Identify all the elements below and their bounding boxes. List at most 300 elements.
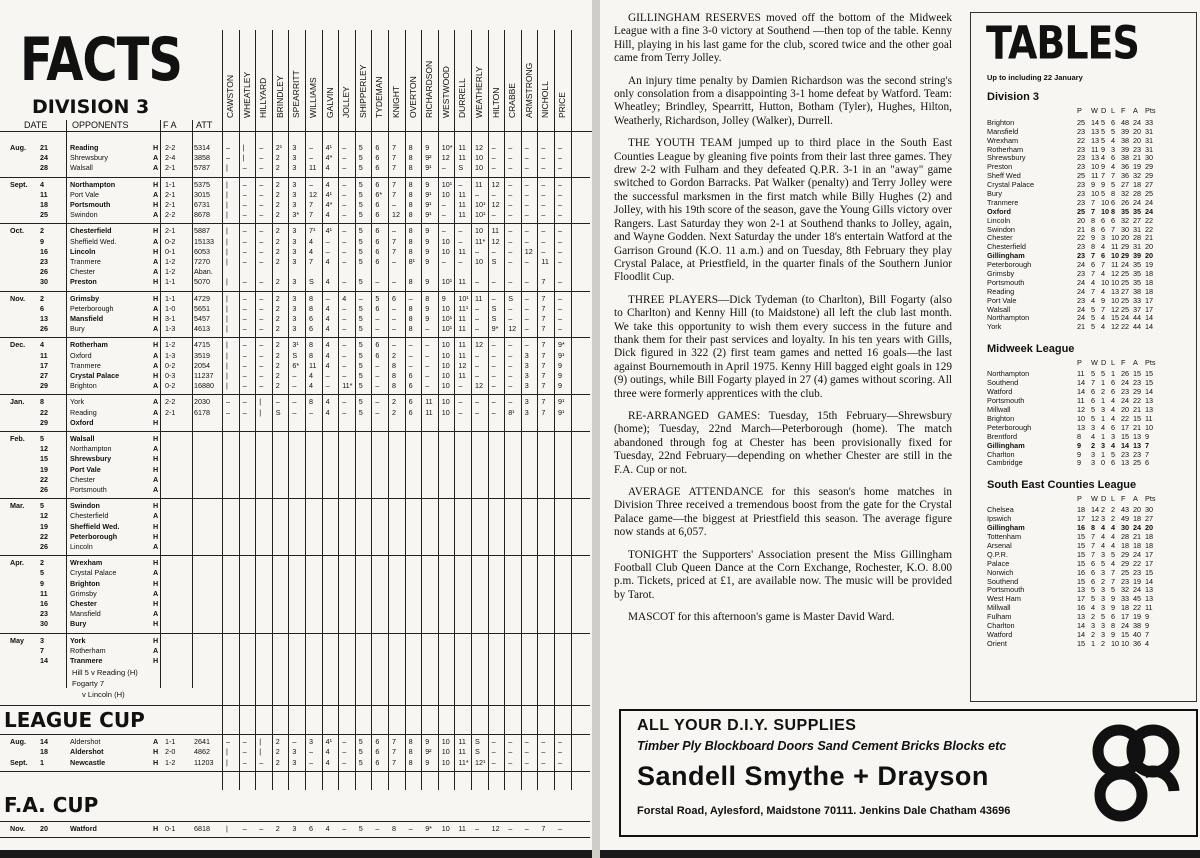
- fixture-row: [0, 542, 590, 552]
- team-stat: 11: [1091, 171, 1099, 181]
- fixture-date: 8: [40, 397, 44, 407]
- att-header: ATT: [196, 120, 213, 130]
- team-stat: 3: [1101, 567, 1106, 577]
- fixture-venue: H: [153, 434, 159, 443]
- team-stat: 43: [1121, 505, 1130, 515]
- player-cell: –: [408, 360, 413, 370]
- column-label: W: [1091, 357, 1098, 367]
- team-stat: 13: [1091, 153, 1100, 163]
- player-cell: –: [524, 257, 529, 266]
- player-cell: –: [541, 747, 546, 757]
- team-stat: 24: [1121, 313, 1130, 323]
- team-stat: 17: [1077, 594, 1086, 604]
- column-label: Pts: [1145, 106, 1156, 115]
- team-stat: 35: [1121, 206, 1130, 216]
- player-cell: –: [541, 236, 546, 246]
- team-stat: 7: [1111, 224, 1116, 234]
- player-cell: 3: [292, 293, 297, 303]
- player-cell: 7: [392, 189, 396, 199]
- fixture-date: 24: [40, 153, 48, 163]
- team-stat: 23: [1133, 144, 1142, 154]
- player-cell: |: [226, 257, 228, 266]
- player-cell: 4: [325, 340, 330, 350]
- team-stat: 22: [1145, 215, 1154, 225]
- player-cell: 6*: [375, 189, 383, 199]
- fixture-opponent: Oxford: [70, 350, 92, 360]
- player-cell: –: [491, 371, 496, 380]
- fixture-month: Dec.: [10, 340, 26, 350]
- fixture-row: [0, 314, 590, 324]
- player-cell: S: [491, 303, 497, 313]
- player-cell: 7¹: [309, 226, 316, 236]
- player-cell: S: [491, 314, 497, 323]
- player-cell: –: [524, 153, 529, 163]
- fixture-row: [0, 824, 590, 834]
- player-cell: –: [491, 246, 496, 256]
- team-stat: 20: [1133, 126, 1142, 136]
- player-cell: 5: [358, 823, 363, 833]
- team-stat: 1: [1101, 413, 1106, 423]
- player-cell: –: [259, 143, 264, 152]
- team-stat: 10: [1121, 638, 1130, 648]
- team-stat: 29: [1145, 162, 1154, 172]
- fixture-attendance: 6178: [194, 407, 210, 417]
- team-stat: 31: [1145, 144, 1154, 154]
- fixture-venue: H: [153, 501, 159, 511]
- team-stat: 13: [1091, 135, 1100, 145]
- fixture-score: 2-1: [165, 163, 176, 173]
- fixture-venue: H: [153, 747, 159, 757]
- team-stat: 10: [1111, 277, 1120, 287]
- player-cell: –: [259, 210, 264, 220]
- player-cell: 8: [408, 737, 413, 747]
- team-stat: 4: [1111, 440, 1116, 450]
- player-cell: 7: [392, 153, 396, 163]
- news-paragraph: THE YOUTH TEAM jumped up to third place in the South East Counties League by gleaning five points from their last three games. They drew 2-2 with Fulham and they defeated Q.P.R. 3-1 in an "away" game switched to Gordon Barracks. Pat Walker (penalty) and Terry Jolley were the successful marksmen in the first match while Billy Hughes (2) and Jolley, with his 19th score of the season, gave the Young Gills victory over Rangers. Last Saturday they won 2-1 at Southend thanks to Jolley, again, and Wayne Godden. Next Saturday the under 18's entertain Watford at the Garrison Ground (K.O. 11 a.m.) and on Tuesday, 8th February they play Crystal Palace, at Priestfield, in the quarter finals of the Southern Junior Floodlit Cup.: [614, 137, 952, 284]
- player-cell: –: [441, 163, 446, 173]
- fixture-row: [0, 532, 590, 542]
- fixture-venue: H: [153, 823, 159, 833]
- team-stat: 10: [1111, 251, 1120, 261]
- team-name: Peterborough: [987, 422, 1032, 432]
- fixture-venue: A: [153, 350, 159, 360]
- fixture-attendance: 4729: [194, 293, 210, 303]
- player-header: [322, 30, 338, 118]
- player-cell: –: [242, 823, 247, 833]
- fixture-date: 27: [40, 371, 48, 380]
- team-stat: 4: [1091, 431, 1096, 441]
- player-name: SPEARRITT: [291, 70, 302, 118]
- team-stat: 5: [1111, 126, 1116, 136]
- fixture-opponent: Tranmere: [70, 656, 103, 665]
- player-header: [388, 30, 404, 118]
- fixture-opponent: Walsall: [70, 434, 95, 443]
- fixture-score: 1-2: [165, 267, 176, 277]
- team-stat: 10: [1145, 422, 1154, 432]
- team-stat: 21: [1133, 405, 1142, 415]
- player-name: RICHARDSON: [424, 60, 435, 118]
- player-cell: 6: [375, 143, 380, 152]
- player-cell: 2: [275, 163, 280, 173]
- player-cell: 8: [408, 189, 413, 199]
- player-cell: |: [226, 163, 228, 173]
- fixture-row: [0, 397, 590, 407]
- player-cell: 10: [441, 236, 450, 246]
- player-cell: 6: [375, 153, 380, 163]
- player-cell: –: [342, 407, 347, 417]
- column-label: F: [1121, 493, 1126, 503]
- player-cell: –: [242, 324, 247, 334]
- fixture-score: 2-1: [165, 189, 176, 199]
- fixture-attendance: 3015: [194, 189, 210, 199]
- player-cell: –: [342, 303, 347, 313]
- player-name: ARMSTRONG: [523, 62, 534, 118]
- player-cell: 7: [392, 747, 396, 757]
- player-cell: 2: [275, 371, 280, 380]
- fixture-venue: A: [153, 236, 159, 246]
- player-cell: 7: [309, 200, 313, 209]
- fixture-date: 14: [40, 656, 48, 665]
- team-stat: 24: [1121, 620, 1130, 630]
- player-name: CRABBE: [507, 83, 518, 118]
- player-cell: –: [558, 153, 562, 163]
- player-cell: –: [558, 163, 562, 173]
- team-stat: 23: [1121, 576, 1130, 586]
- column-label: L: [1111, 106, 1116, 115]
- fixture-opponent: Reading: [70, 143, 99, 152]
- player-cell: 5: [358, 371, 363, 380]
- team-stat: 20: [1145, 523, 1154, 533]
- player-cell: –: [226, 407, 230, 417]
- player-cell: 5: [358, 360, 363, 370]
- team-stat: 6: [1145, 458, 1150, 468]
- team-stat: 21: [1145, 233, 1154, 243]
- player-cell: –: [226, 153, 230, 163]
- team-stat: 11: [1077, 369, 1085, 379]
- player-cell: 4: [309, 246, 313, 256]
- team-stat: 12: [1111, 322, 1120, 332]
- player-cell: 8: [309, 350, 313, 360]
- fixture-opponent: Port Vale: [70, 464, 101, 474]
- player-cell: 4: [325, 747, 330, 757]
- team-stat: 18: [1133, 514, 1142, 524]
- team-stat: 23: [1133, 567, 1142, 577]
- fixture-date: 2: [40, 293, 44, 303]
- player-cell: 4: [309, 371, 313, 380]
- team-stat: 15: [1077, 576, 1086, 586]
- player-cell: 6: [375, 737, 380, 747]
- fixture-date: 19: [40, 464, 48, 474]
- team-stat: 25: [1133, 458, 1142, 468]
- player-cell: –: [309, 757, 313, 767]
- player-cell: 9: [425, 226, 430, 236]
- advert-products: Timber Ply Blockboard Doors Sand Cement Bricks Blocks etc: [637, 739, 1007, 753]
- player-cell: 5: [358, 210, 363, 220]
- player-cell: 6: [375, 200, 380, 209]
- fixture-venue: H: [153, 200, 159, 209]
- team-stat: 27: [1121, 286, 1130, 296]
- fixture-score: 0-2: [165, 236, 176, 246]
- team-name: Q.P.R.: [987, 549, 1008, 559]
- fixture-score: 1-3: [165, 350, 176, 360]
- player-cell: –: [259, 226, 264, 236]
- player-cell: 9: [425, 757, 430, 767]
- player-cell: 5: [358, 381, 363, 391]
- team-stat: 15: [1145, 369, 1154, 379]
- fixture-date: 11: [40, 588, 48, 598]
- player-cell: 7: [392, 143, 396, 152]
- team-stat: 12: [1091, 514, 1100, 524]
- player-cell: –: [259, 371, 264, 380]
- team-stat: 9: [1091, 233, 1096, 243]
- fixture-opponent: Portsmouth: [70, 200, 111, 209]
- fixture-opponent: Aldershot: [70, 747, 104, 757]
- grid-line-horizontal: [0, 291, 590, 292]
- player-header: [239, 30, 255, 118]
- player-cell: 9¹: [558, 350, 565, 360]
- team-stat: 24: [1077, 260, 1086, 270]
- team-name: Watford: [987, 387, 1013, 397]
- fixture-date: 7: [40, 645, 44, 655]
- team-stat: 8: [1091, 224, 1096, 234]
- grid-line-horizontal: [0, 177, 590, 178]
- player-cell: –: [541, 210, 546, 220]
- player-name: OVERTON: [407, 76, 418, 118]
- fixture-opponent: York: [70, 635, 86, 645]
- fixture-row: [0, 511, 590, 521]
- player-cell: 2: [275, 757, 280, 767]
- team-stat: 22: [1133, 603, 1142, 613]
- fixture-opponent: Swindon: [70, 501, 100, 511]
- fixture-attendance: 3519: [194, 350, 210, 360]
- player-cell: |: [226, 293, 228, 303]
- team-name: Cambridge: [987, 458, 1023, 468]
- fixture-row: [0, 568, 590, 578]
- player-cell: –: [242, 277, 247, 287]
- player-cell: 7: [309, 257, 313, 266]
- team-stat: 10: [1091, 162, 1100, 172]
- player-cell: –: [342, 257, 347, 266]
- player-cell: |: [259, 397, 262, 407]
- player-cell: –: [558, 179, 562, 189]
- team-stat: 17: [1145, 558, 1154, 568]
- team-stat: 2: [1101, 638, 1106, 648]
- player-cell: –: [491, 340, 496, 350]
- team-stat: 30: [1121, 224, 1130, 234]
- fixture-opponent: Mansfield: [70, 314, 104, 323]
- player-cell: 4¹: [325, 226, 332, 236]
- team-stat: 30: [1145, 505, 1154, 515]
- fixture-date: 18: [40, 200, 48, 209]
- player-cell: –: [259, 200, 264, 209]
- fixture-opponent: Wrexham: [70, 558, 103, 568]
- fixture-date: 23: [40, 609, 48, 619]
- player-cell: –: [342, 757, 347, 767]
- player-cell: –: [375, 397, 380, 407]
- fixture-venue: A: [153, 210, 159, 220]
- fixture-date: 28: [40, 163, 48, 173]
- team-name: Lincoln: [987, 215, 1011, 225]
- player-name: DURRELL: [457, 78, 468, 118]
- fixture-attendance: 5457: [194, 314, 210, 323]
- player-cell: 5: [358, 246, 363, 256]
- player-cell: 3: [292, 324, 297, 334]
- fixture-opponent: Grimsby: [70, 293, 100, 303]
- fixture-date: 2: [40, 558, 44, 568]
- fixture-month: Oct.: [10, 226, 24, 236]
- player-cell: 9: [425, 143, 430, 152]
- player-cell: 11*: [342, 381, 353, 391]
- player-cell: –: [375, 314, 380, 323]
- player-cell: 10¹: [441, 324, 453, 334]
- player-cell: –: [226, 397, 230, 407]
- fixture-date: 22: [40, 474, 48, 484]
- team-stat: 6: [1091, 567, 1096, 577]
- fixture-venue: H: [153, 619, 159, 629]
- fixture-opponent: Oxford: [70, 417, 94, 427]
- player-name: WESTWOOD: [440, 66, 451, 118]
- player-cell: |: [226, 210, 228, 220]
- grid-line-horizontal: [0, 337, 590, 338]
- team-name: Peterborough: [987, 260, 1032, 270]
- fixture-opponent: Sheffield Wed.: [70, 236, 117, 246]
- team-stat: 8: [1077, 431, 1082, 441]
- grid-line-horizontal: [0, 821, 590, 822]
- player-cell: 4: [325, 163, 330, 173]
- player-cell: –: [491, 189, 496, 199]
- player-cell: 11: [458, 143, 466, 152]
- team-stat: 5: [1091, 369, 1096, 379]
- player-cell: 8: [408, 747, 413, 757]
- player-cell: 12: [475, 143, 483, 152]
- player-cell: –: [441, 200, 446, 209]
- team-stat: 17: [1145, 549, 1154, 559]
- player-cell: 11: [458, 340, 466, 350]
- player-cell: 10: [441, 371, 450, 380]
- player-cell: |: [259, 407, 262, 417]
- player-cell: 8: [408, 303, 413, 313]
- fixture-opponent: Chesterfield: [70, 226, 112, 236]
- team-stat: 15: [1145, 567, 1154, 577]
- player-cell: 2: [275, 210, 280, 220]
- player-cell: 7: [541, 397, 546, 407]
- column-label: A: [1133, 493, 1138, 503]
- team-name: Fulham: [987, 612, 1012, 622]
- team-name: Palace: [987, 558, 1010, 568]
- team-stat: 5: [1111, 180, 1116, 190]
- team-name: Chelsea: [987, 505, 1014, 515]
- player-cell: 6: [408, 371, 413, 380]
- team-stat: 5: [1101, 558, 1106, 568]
- player-cell: –: [558, 189, 562, 199]
- player-header: [554, 30, 570, 118]
- fixture-venue: H: [153, 293, 159, 303]
- team-stat: 4: [1091, 277, 1096, 287]
- team-stat: 22: [1121, 322, 1130, 332]
- player-cell: –: [458, 397, 463, 407]
- team-stat: 3: [1091, 449, 1096, 459]
- fixture-venue: A: [153, 189, 159, 199]
- player-cell: 5: [358, 314, 363, 323]
- fixture-opponent: Sheffield Wed.: [70, 521, 120, 531]
- player-cell: –: [358, 293, 363, 303]
- team-stat: 33: [1121, 594, 1130, 604]
- fixture-venue: H: [153, 558, 159, 568]
- player-cell: –: [375, 371, 380, 380]
- player-cell: –: [458, 381, 463, 391]
- player-cell: –: [242, 371, 247, 380]
- player-cell: –: [558, 200, 562, 209]
- team-name: Tranmere: [987, 197, 1019, 207]
- team-stat: 14: [1145, 387, 1154, 397]
- team-stat: 24: [1121, 260, 1130, 270]
- fixture-row: [0, 277, 590, 287]
- fixture-venue: H: [153, 340, 159, 350]
- player-cell: 10¹: [441, 277, 453, 287]
- player-cell: –: [508, 277, 513, 287]
- player-cell: 9: [558, 360, 562, 370]
- player-name: WILLIAMS: [308, 77, 318, 118]
- team-stat: 4: [1145, 638, 1150, 648]
- fixture-row: [0, 408, 590, 418]
- team-stat: 25: [1077, 117, 1086, 127]
- fixture-row: [0, 361, 590, 371]
- fixture-opponent: Bury: [70, 324, 85, 334]
- player-cell: |: [226, 823, 228, 833]
- team-stat: 6: [1091, 260, 1096, 270]
- player-cell: –: [508, 350, 513, 360]
- team-stat: 37: [1133, 304, 1142, 314]
- player-cell: 3: [309, 737, 313, 747]
- player-cell: 11: [458, 371, 466, 380]
- player-cell: –: [242, 303, 247, 313]
- fixture-attendance: 5651: [194, 303, 210, 313]
- player-cell: –: [342, 314, 347, 323]
- player-cell: –: [491, 350, 496, 360]
- player-cell: –: [458, 236, 463, 246]
- player-cell: 12: [475, 340, 483, 350]
- player-cell: 3: [292, 189, 297, 199]
- player-cell: 9*: [558, 340, 565, 350]
- team-stat: 7: [1091, 532, 1096, 542]
- player-header: [537, 30, 553, 118]
- division-title: DIVISION 3: [32, 96, 150, 118]
- team-stat: 17: [1121, 612, 1130, 622]
- player-cell: 10: [441, 397, 450, 407]
- fixture-row: [0, 589, 590, 599]
- player-cell: –: [242, 407, 247, 417]
- team-stat: 4: [1101, 322, 1106, 332]
- team-stat: 25: [1077, 206, 1086, 216]
- team-stat: 38: [1121, 153, 1130, 163]
- player-cell: 6: [309, 314, 313, 323]
- fixture-score: 2-2: [165, 143, 176, 152]
- player-cell: 3: [524, 397, 529, 407]
- fixture-date: 6: [40, 303, 44, 313]
- player-header: [471, 30, 487, 118]
- team-name: Brentford: [987, 431, 1018, 441]
- team-stat: 23: [1121, 387, 1130, 397]
- team-stat: 25: [1121, 295, 1130, 305]
- player-cell: 8: [309, 303, 313, 313]
- player-cell: |: [226, 236, 228, 246]
- player-cell: –: [475, 371, 479, 380]
- player-cell: 7: [541, 381, 546, 391]
- fixture-venue: H: [153, 371, 159, 380]
- player-cell: –: [541, 200, 546, 209]
- player-cell: –: [309, 179, 313, 189]
- team-stat: 15: [1077, 540, 1086, 550]
